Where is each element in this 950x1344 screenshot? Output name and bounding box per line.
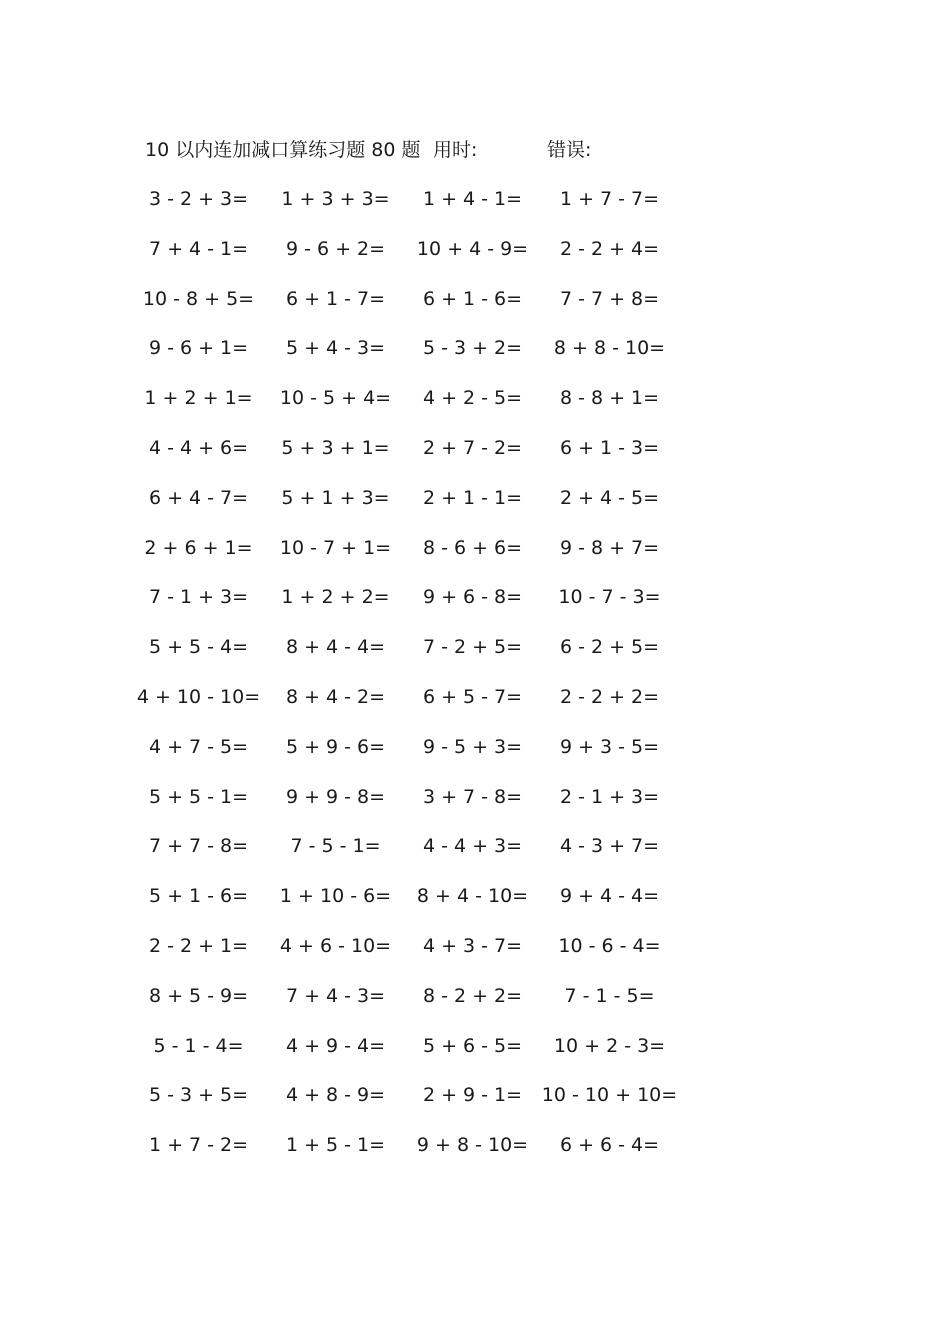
arithmetic-problem: 6 + 1 - 6= — [422, 287, 523, 310]
problem-row — [130, 236, 690, 286]
arithmetic-problem: 1 + 7 - 2= — [148, 1134, 249, 1157]
problem-row — [130, 485, 690, 535]
arithmetic-problem: 7 - 1 + 3= — [148, 586, 249, 609]
arithmetic-problem: 7 - 7 + 8= — [559, 287, 660, 310]
arithmetic-problem: 4 + 10 - 10= — [136, 685, 261, 708]
arithmetic-problem: 10 - 5 + 4= — [279, 387, 392, 410]
arithmetic-problem: 7 - 5 - 1= — [290, 835, 381, 858]
arithmetic-problem: 8 + 8 - 10= — [553, 337, 666, 360]
problem-row — [130, 1132, 690, 1182]
arithmetic-problem: 7 + 4 - 3= — [285, 984, 386, 1007]
problem-row — [130, 385, 690, 435]
arithmetic-problem: 2 - 2 + 1= — [148, 934, 249, 957]
arithmetic-problem: 1 + 7 - 7= — [559, 188, 660, 210]
problem-row — [130, 983, 690, 1033]
problem-row — [130, 186, 690, 236]
arithmetic-problem: 5 + 6 - 5= — [422, 1034, 523, 1057]
arithmetic-problem: 7 - 1 - 5= — [564, 984, 655, 1007]
arithmetic-problem: 7 + 4 - 1= — [148, 237, 249, 260]
arithmetic-problem: 5 - 3 + 2= — [422, 337, 523, 360]
arithmetic-problem: 5 + 3 + 1= — [281, 436, 390, 459]
arithmetic-problem: 2 - 2 + 2= — [559, 685, 660, 708]
arithmetic-problem: 4 + 6 - 10= — [279, 934, 392, 957]
problem-row — [130, 435, 690, 485]
arithmetic-problem: 9 + 6 - 8= — [422, 586, 523, 609]
problem-row — [130, 833, 690, 883]
problem-row — [130, 883, 690, 933]
problem-row — [130, 335, 690, 385]
problem-grid — [130, 186, 690, 1182]
arithmetic-problem: 9 - 5 + 3= — [422, 735, 523, 758]
arithmetic-problem: 8 + 5 - 9= — [148, 984, 249, 1007]
arithmetic-problem: 5 + 1 + 3= — [281, 486, 390, 509]
arithmetic-problem: 8 - 6 + 6= — [422, 536, 523, 559]
problem-row — [130, 734, 690, 784]
arithmetic-problem: 2 - 2 + 4= — [559, 237, 660, 260]
problem-row — [130, 535, 690, 585]
arithmetic-problem: 9 - 6 + 1= — [148, 337, 249, 360]
arithmetic-problem: 6 + 1 - 3= — [559, 436, 660, 459]
arithmetic-problem: 9 + 9 - 8= — [285, 785, 386, 808]
problem-row — [130, 933, 690, 983]
arithmetic-problem: 2 + 1 - 1= — [422, 486, 523, 509]
arithmetic-problem: 2 + 6 + 1= — [144, 536, 253, 559]
arithmetic-problem: 10 - 8 + 5= — [142, 287, 255, 310]
arithmetic-problem: 2 + 9 - 1= — [422, 1084, 523, 1107]
arithmetic-problem: 9 - 6 + 2= — [285, 237, 386, 260]
arithmetic-problem: 5 + 5 - 1= — [148, 785, 249, 808]
arithmetic-problem: 4 + 3 - 7= — [422, 934, 523, 957]
arithmetic-problem: 5 - 3 + 5= — [148, 1084, 249, 1107]
arithmetic-problem: 1 + 4 - 1= — [422, 188, 523, 210]
arithmetic-problem: 6 + 4 - 7= — [148, 486, 249, 509]
arithmetic-problem: 10 + 4 - 9= — [416, 237, 529, 260]
arithmetic-problem: 5 + 4 - 3= — [285, 337, 386, 360]
arithmetic-problem: 4 + 8 - 9= — [285, 1084, 386, 1107]
arithmetic-problem: 1 + 3 + 3= — [281, 188, 390, 210]
problem-row — [130, 684, 690, 734]
time-label: 用时: — [433, 139, 478, 161]
arithmetic-problem: 8 + 4 - 4= — [285, 636, 386, 659]
arithmetic-problem: 1 + 10 - 6= — [279, 885, 392, 908]
arithmetic-problem: 2 - 1 + 3= — [559, 785, 660, 808]
arithmetic-problem: 4 + 7 - 5= — [148, 735, 249, 758]
problem-row — [130, 1033, 690, 1083]
arithmetic-problem: 5 + 9 - 6= — [285, 735, 386, 758]
arithmetic-problem: 9 + 4 - 4= — [559, 885, 660, 908]
arithmetic-problem: 4 - 3 + 7= — [559, 835, 660, 858]
worksheet-title: 10 以内连加减口算练习题 80 题 — [145, 139, 421, 161]
arithmetic-problem: 4 - 4 + 3= — [422, 835, 523, 858]
problem-row — [130, 634, 690, 684]
arithmetic-problem: 3 + 7 - 8= — [422, 785, 523, 808]
arithmetic-problem: 9 + 8 - 10= — [416, 1134, 529, 1157]
arithmetic-problem: 10 - 6 - 4= — [558, 934, 661, 957]
arithmetic-problem: 1 + 2 + 1= — [144, 387, 253, 410]
arithmetic-problem: 5 + 1 - 6= — [148, 885, 249, 908]
arithmetic-problem: 8 + 4 - 2= — [285, 685, 386, 708]
arithmetic-problem: 6 + 6 - 4= — [559, 1134, 660, 1157]
arithmetic-problem: 5 + 5 - 4= — [148, 636, 249, 659]
arithmetic-problem: 4 - 4 + 6= — [148, 436, 249, 459]
arithmetic-problem: 6 + 1 - 7= — [285, 287, 386, 310]
arithmetic-problem: 7 + 7 - 8= — [148, 835, 249, 858]
arithmetic-problem: 6 - 2 + 5= — [559, 636, 660, 659]
arithmetic-problem: 10 - 10 + 10= — [541, 1084, 678, 1107]
arithmetic-problem: 1 + 5 - 1= — [285, 1134, 386, 1157]
arithmetic-problem: 4 + 9 - 4= — [285, 1034, 386, 1057]
problem-row — [130, 784, 690, 834]
error-label: 错误: — [547, 139, 592, 161]
arithmetic-problem: 7 - 2 + 5= — [422, 636, 523, 659]
problem-row — [130, 1082, 690, 1132]
arithmetic-problem: 4 + 2 - 5= — [422, 387, 523, 410]
arithmetic-problem: 10 - 7 - 3= — [558, 586, 661, 609]
arithmetic-problem: 1 + 2 + 2= — [281, 586, 390, 609]
arithmetic-problem: 5 - 1 - 4= — [153, 1034, 244, 1057]
arithmetic-problem: 9 - 8 + 7= — [559, 536, 660, 559]
arithmetic-problem: 8 - 2 + 2= — [422, 984, 523, 1007]
arithmetic-problem: 10 - 7 + 1= — [279, 536, 392, 559]
arithmetic-problem: 2 + 7 - 2= — [422, 436, 523, 459]
problem-row — [130, 286, 690, 336]
arithmetic-problem: 10 + 2 - 3= — [553, 1034, 666, 1057]
arithmetic-problem: 6 + 5 - 7= — [422, 685, 523, 708]
arithmetic-problem: 3 - 2 + 3= — [148, 188, 249, 210]
arithmetic-problem: 8 - 8 + 1= — [559, 387, 660, 410]
problem-row — [130, 584, 690, 634]
arithmetic-problem: 9 + 3 - 5= — [559, 735, 660, 758]
arithmetic-problem: 8 + 4 - 10= — [416, 885, 529, 908]
arithmetic-problem: 2 + 4 - 5= — [559, 486, 660, 509]
